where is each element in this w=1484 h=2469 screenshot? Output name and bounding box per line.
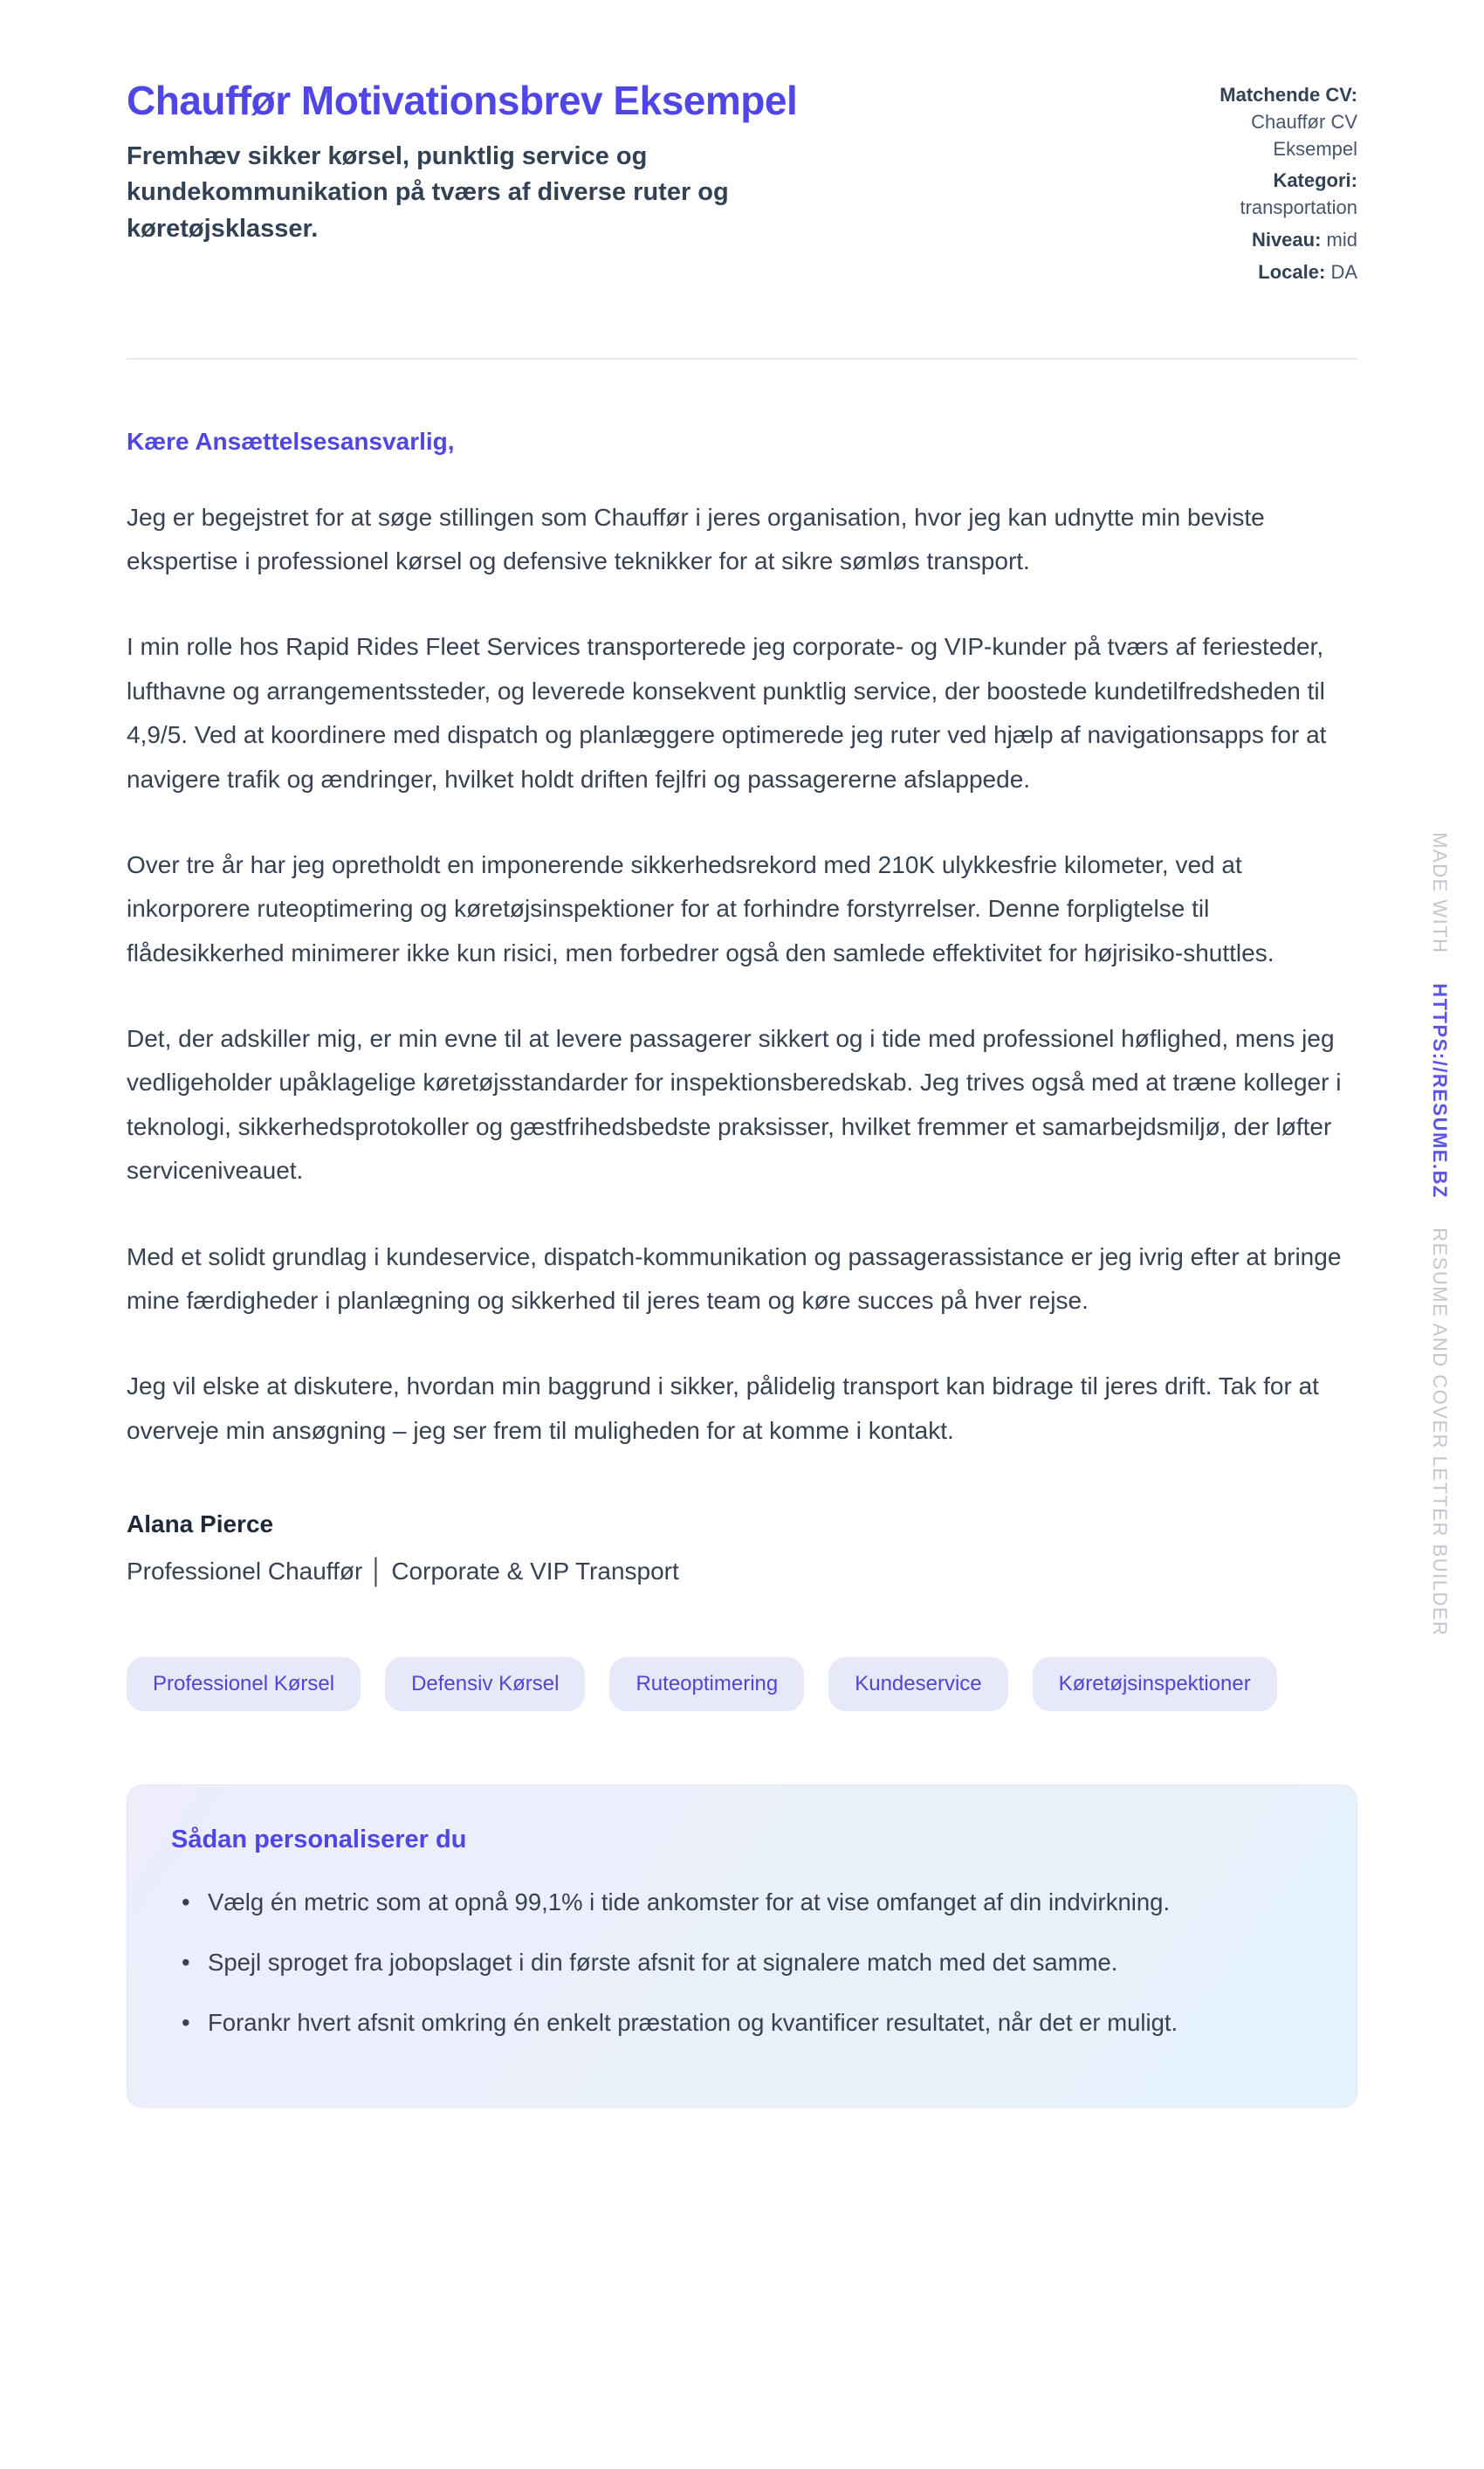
watermark-builder-text: RESUME AND COVER LETTER BUILDER xyxy=(1429,1228,1451,1637)
page-subtitle: Fremhæv sikker kørsel, punktlig service og kundekommunikation på tværs af diverse ruter og køretøjsklasser. xyxy=(127,142,729,243)
tag-professionel-korsel: Professionel Kørsel xyxy=(127,1657,361,1711)
side-watermark xyxy=(1428,832,1451,1637)
meta-block xyxy=(1174,77,1357,292)
page-title: Chauffør Motivationsbrev Eksempel xyxy=(127,78,798,123)
tag-defensiv-korsel: Defensiv Kørsel xyxy=(385,1657,585,1711)
signature-title: Professionel Chauffør │ Corporate & VIP Transport xyxy=(127,1558,679,1585)
header-divider xyxy=(127,358,1357,360)
header-title-block xyxy=(127,77,899,247)
signature-name: Alana Pierce xyxy=(127,1510,274,1538)
meta-matching-cv-value: Chauffør CV Eksempel xyxy=(1251,110,1357,160)
meta-level xyxy=(1174,227,1357,254)
callout-bullet-list xyxy=(171,1881,1313,2046)
letter-paragraph: Over tre år har jeg opretholdt en imponerende sikkerhedsrekord med 210K ulykkesfrie kilometer, ved at inkorporere ruteoptimering og køretøjsinspektioner for at forhindre forstyrrelser. Denne forpligtelse til flådesikkerhed minimerer ikke kun risici, men forbedrer også den samlede effektivitet for højrisiko-shuttles. xyxy=(127,850,1274,966)
watermark-resume-bz-link[interactable]: HTTPS://RESUME.BZ xyxy=(1429,983,1451,1199)
meta-category-label: Kategori: xyxy=(1273,169,1357,192)
callout-title: Sådan personaliserer du xyxy=(171,1826,467,1854)
watermark-made-with-text: MADE WITH xyxy=(1429,832,1451,954)
callout-bullet: • Spejl sproget fra jobopslaget i din første afsnit for at signalere match med det samme. xyxy=(171,1941,1313,1985)
letter-paragraph: Med et solidt grundlag i kundeservice, dispatch-kommunikation og passagerassistance er jeg ivrig efter at bringe mine færdigheder i planlægning og sikkerhed til jeres team og køre succes på hver rejse. xyxy=(127,1242,1342,1315)
letter-greeting: Kære Ansættelsesansvarlig, xyxy=(127,427,455,455)
callout-bullet: • Vælg én metric som at opnå 99,1% i tide ankomster for at vise omfanget af din indvirkning. xyxy=(171,1881,1313,1925)
meta-level-label: Niveau: xyxy=(1251,228,1322,251)
letter-paragraph: Jeg er begejstret for at søge stillingen som Chauffør i jeres organisation, hvor jeg kan udnytte min beviste ekspertise i professionel kørsel og defensive teknikker for at sikre sømløs transport. xyxy=(127,503,1265,574)
letter-paragraph: Jeg vil elske at diskutere, hvordan min baggrund i sikker, pålidelig transport kan bidrage til jeres drift. Tak for at overveje min ansøgning – jeg ser frem til muligheden for at komme i kontakt. xyxy=(127,1372,1319,1444)
tag-kundeservice: Kundeservice xyxy=(828,1657,1007,1711)
meta-locale-value: DA xyxy=(1330,260,1357,283)
meta-category-value: transportation xyxy=(1240,196,1357,219)
meta-locale xyxy=(1174,259,1357,286)
letter-body xyxy=(127,428,1357,1586)
letter-paragraph: I min rolle hos Rapid Rides Fleet Services transporterede jeg corporate- og VIP-kunder på tværs af feriesteder, lufthavne og arrangementssteder, og leverede konsekvent punktlig service, der boostede kundetilfredsheden til 4,9/5. Ved at koordinere med dispatch og planlæggere optimerede jeg ruter ved hjælp af navigationsapps for at navigere trafik og ændringer, hvilket holdt driften fejlfri og passagererne afslappede. xyxy=(127,633,1327,793)
callout-bullet: • Forankr hvert afsnit omkring én enkelt præstation og kvantificer resultatet, når det er muligt. xyxy=(171,2001,1313,2046)
tag-ruteoptimering: Ruteoptimering xyxy=(609,1657,804,1711)
meta-category xyxy=(1174,168,1357,222)
personalization-tips-box xyxy=(127,1785,1357,2108)
meta-matching-cv xyxy=(1174,82,1357,162)
meta-locale-label: Locale: xyxy=(1258,260,1326,283)
page-header xyxy=(127,77,1357,292)
letter-paragraph: Det, der adskiller mig, er min evne til at levere passagerer sikkert og i tide med professionel høflighed, mens jeg vedligeholder upåklagelige køretøjsstandarder for inspektionsberedskab. Jeg trives også med at træne kolleger i teknologi, sikkerhedsprotokoller og gæstfrihedsbedste praksisser, hvilket fremmer et samarbejdsmiljø, der løfter serviceniveauet. xyxy=(127,1025,1342,1185)
meta-level-value: mid xyxy=(1326,228,1357,251)
meta-matching-cv-label: Matchende CV: xyxy=(1219,84,1357,106)
skill-tags xyxy=(127,1657,1357,1711)
tag-koretojsinspektioner: Køretøjsinspektioner xyxy=(1033,1657,1277,1711)
